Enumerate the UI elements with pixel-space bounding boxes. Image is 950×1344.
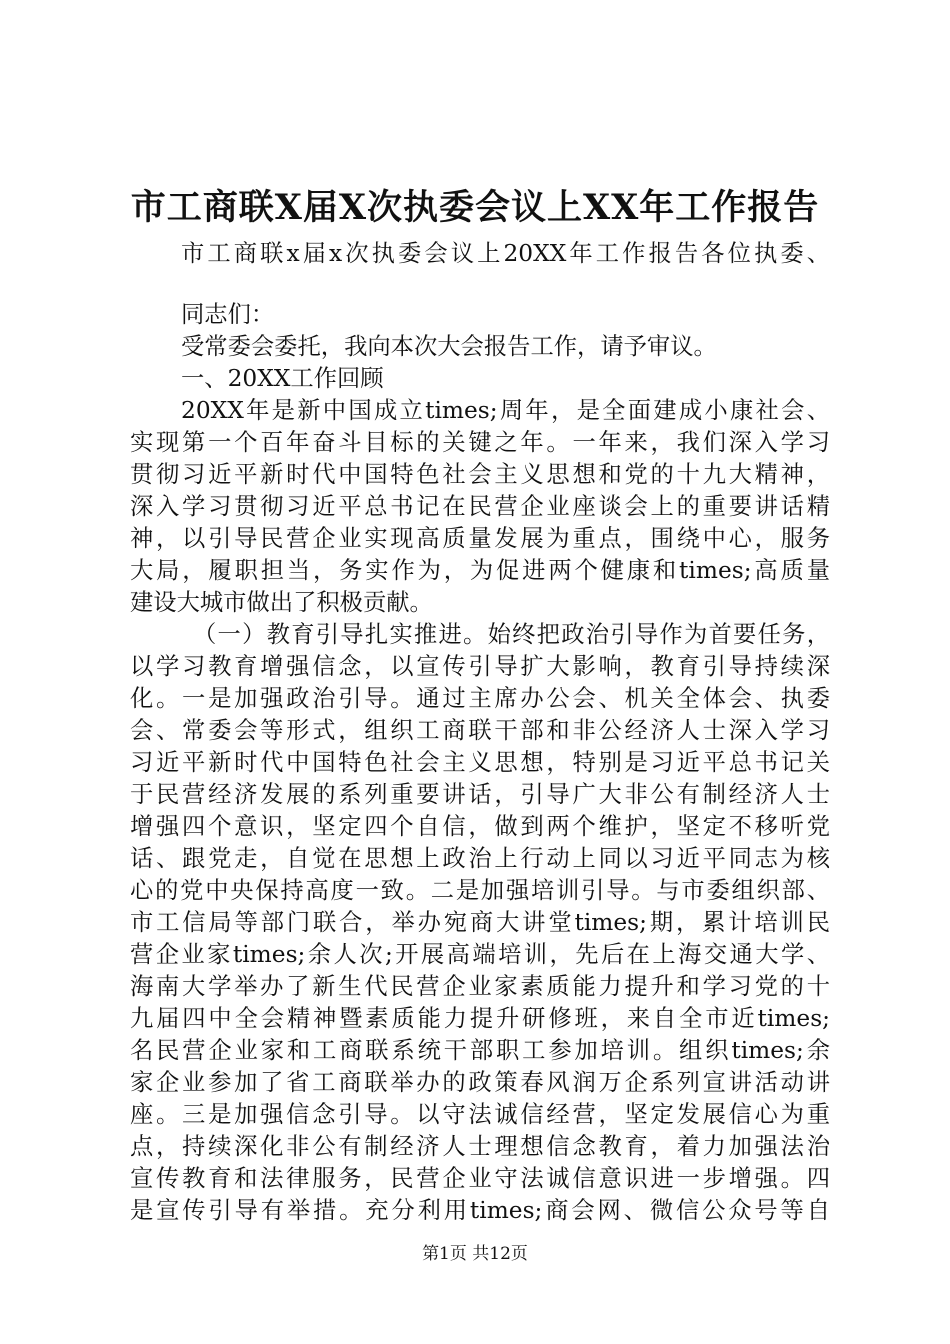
paragraph-line: 建设大城市做出了积极贡献。	[130, 589, 433, 616]
salutation: 同志们：	[181, 301, 275, 328]
page-number-footer: 第1页 共12页	[422, 1244, 528, 1264]
paragraph-line: 市工信局等部门联合，举办宛商大讲堂times;期，累计培训民	[130, 909, 830, 936]
paragraph-line: 20XX年是新中国成立times;周年，是全面建成小康社会、	[181, 397, 830, 424]
paragraph-line: 营企业家times;余人次;开展高端培训，先后在上海交通大学、	[130, 941, 830, 968]
paragraph-line: 话、跟党走，自觉在思想上政治上行动上同以习近平同志为核	[130, 845, 830, 872]
intro-line: 受常委会委托，我向本次大会报告工作，请予审议。	[181, 333, 717, 360]
paragraph-line: 宣传教育和法律服务，民营企业守法诚信意识进一步增强。四	[130, 1165, 830, 1192]
subtitle-line: 市工商联x届x次执委会议上20XX年工作报告各位执委、	[181, 240, 830, 267]
section-heading: 一、20XX工作回顾	[181, 365, 384, 392]
paragraph-line: 化。一是加强政治引导。通过主席办公会、机关全体会、执委	[130, 685, 830, 712]
paragraph-line: 于民营经济发展的系列重要讲话，引导广大非公有制经济人士	[130, 781, 830, 808]
paragraph-line: 是宣传引导有举措。充分利用times;商会网、微信公众号等自	[130, 1197, 830, 1224]
paragraph-line: 实现第一个百年奋斗目标的关键之年。一年来，我们深入学习	[130, 429, 830, 456]
paragraph-line: 大局，履职担当，务实作为，为促进两个健康和times;高质量	[130, 557, 830, 584]
paragraph-line: 贯彻习近平新时代中国特色社会主义思想和党的十九大精神，	[130, 461, 830, 488]
paragraph-line: 座。三是加强信念引导。以守法诚信经营，坚定发展信心为重	[130, 1101, 830, 1128]
paragraph-line: 会、常委会等形式，组织工商联干部和非公经济人士深入学习	[130, 717, 830, 744]
paragraph-line: 以学习教育增强信念，以宣传引导扩大影响，教育引导持续深	[130, 653, 830, 680]
paragraph-line: 深入学习贯彻习近平总书记在民营企业座谈会上的重要讲话精	[130, 493, 830, 520]
document-title: 市工商联X届X次执委会议上XX年工作报告	[130, 187, 820, 228]
paragraph-line: 增强四个意识，坚定四个自信，做到两个维护，坚定不移听党	[130, 813, 830, 840]
paragraph-line: 习近平新时代中国特色社会主义思想，特别是习近平总书记关	[130, 749, 830, 776]
paragraph-line: 九届四中全会精神暨素质能力提升研修班，来自全市近times;	[130, 1005, 830, 1032]
paragraph-line: 海南大学举办了新生代民营企业家素质能力提升和学习党的十	[130, 973, 830, 1000]
paragraph-line: 神，以引导民营企业实现高质量发展为重点，围绕中心，服务	[130, 525, 830, 552]
paragraph-line: 点，持续深化非公有制经济人士理想信念教育，着力加强法治	[130, 1133, 830, 1160]
paragraph-line: （一）教育引导扎实推进。始终把政治引导作为首要任务，	[193, 621, 830, 648]
paragraph-line: 心的党中央保持高度一致。二是加强培训引导。与市委组织部、	[130, 877, 830, 904]
paragraph-line: 家企业参加了省工商联举办的政策春风润万企系列宣讲活动讲	[130, 1069, 830, 1096]
paragraph-line: 名民营企业家和工商联系统干部职工参加培训。组织times;余	[130, 1037, 830, 1064]
